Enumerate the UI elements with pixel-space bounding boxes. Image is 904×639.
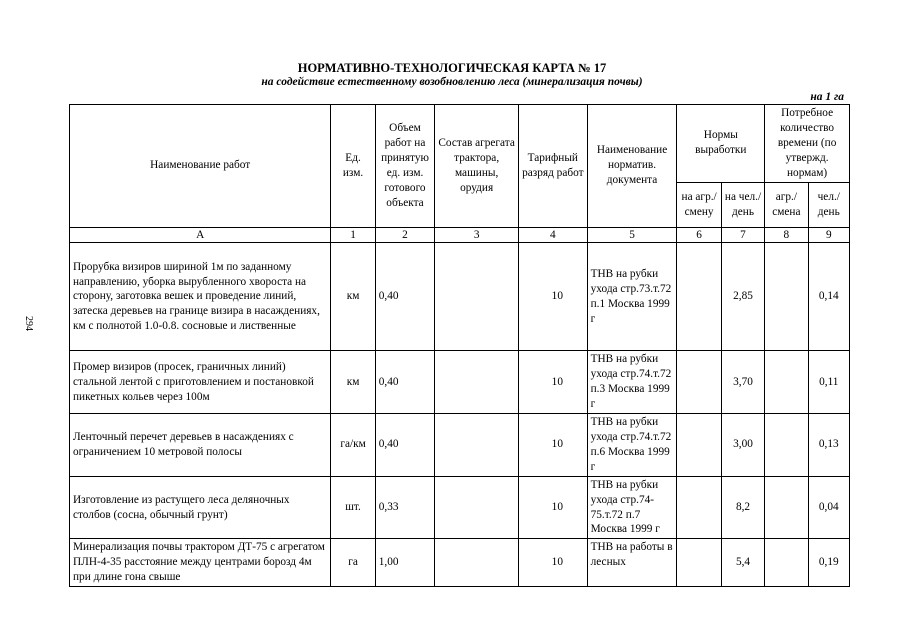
- time-man-cell: 0,04: [808, 476, 849, 539]
- unit-cell: км: [331, 243, 375, 351]
- document-title: НОРМАТИВНО-ТЕХНОЛОГИЧЕСКАЯ КАРТА № 17: [297, 61, 607, 75]
- header-tariff: Тарифный разряд работ: [519, 105, 588, 228]
- column-number: 4: [519, 227, 588, 243]
- unit-cell: шт.: [331, 476, 375, 539]
- tariff-cell: 10: [519, 351, 588, 414]
- header-time: Потребное количество времени (по утвержд. нормам): [765, 105, 850, 183]
- work-name: Прорубка визиров шириной 1м по заданному направлению, уборка вырубленного хвороста на сторону, заготовка вешек и проведение линий, затеска деревьев на границе визира в насаждениях, км с полнотой 1.0-0.8. сосновые и лиственные: [70, 243, 331, 351]
- time-man-cell: 0,14: [808, 243, 849, 351]
- work-name: Промер визиров (просек, граничных линий) стальной лентой с приготовлением и постановкой пикетных кольев через 100м: [70, 351, 331, 414]
- header-time-man: чел./ день: [808, 182, 849, 227]
- column-number-row: [70, 227, 850, 243]
- header-norms: Нормы выработки: [677, 105, 765, 183]
- volume-cell: 0,33: [375, 476, 435, 539]
- norm-agr-cell: [677, 539, 721, 587]
- document-cell: ТНВ на работы в лесных: [587, 539, 677, 587]
- norm-man-cell: 2,85: [721, 243, 764, 351]
- column-number: А: [70, 227, 331, 243]
- column-number: 2: [375, 227, 435, 243]
- unit-note: на 1 га: [810, 91, 844, 103]
- composition-cell: [435, 539, 519, 587]
- header-name: Наименование работ: [70, 105, 331, 228]
- composition-cell: [435, 476, 519, 539]
- composition-cell: [435, 351, 519, 414]
- tariff-cell: 10: [519, 414, 588, 477]
- document-cell: ТНВ на рубки ухода стр.74.т.72 п.6 Москва 1999 г: [587, 414, 677, 477]
- document-cell: ТНВ на рубки ухода стр.74.т.72 п.3 Москва 1999 г: [587, 351, 677, 414]
- document-cell: ТНВ на рубки ухода стр.73.т.72 п.1 Москва 1999 г: [587, 243, 677, 351]
- time-man-cell: 0,19: [808, 539, 849, 587]
- tariff-cell: 10: [519, 476, 588, 539]
- time-agr-cell: [765, 414, 808, 477]
- volume-cell: 0,40: [375, 351, 435, 414]
- column-number: 3: [435, 227, 519, 243]
- volume-cell: 0,40: [375, 414, 435, 477]
- column-number: 7: [721, 227, 764, 243]
- table-row: [70, 351, 850, 414]
- volume-cell: 1,00: [375, 539, 435, 587]
- header-document: Наименование норматив. документа: [587, 105, 677, 228]
- table-row: [70, 243, 850, 351]
- header-time-agr: агр./ смена: [765, 182, 808, 227]
- table-row: [70, 539, 850, 587]
- norm-agr-cell: [677, 351, 721, 414]
- page-number: 294: [23, 316, 34, 331]
- tech-card-table: [69, 104, 850, 587]
- column-number: 6: [677, 227, 721, 243]
- time-man-cell: 0,13: [808, 414, 849, 477]
- unit-cell: км: [331, 351, 375, 414]
- work-name: Минерализация почвы трактором ДТ-75 с агрегатом ПЛН-4-35 расстояние между центрами борозд 4м при длине гона свыше: [70, 539, 331, 587]
- column-number: 8: [765, 227, 808, 243]
- header-unit: Ед. изм.: [331, 105, 375, 228]
- norm-man-cell: 3,70: [721, 351, 764, 414]
- composition-cell: [435, 414, 519, 477]
- column-number: 5: [587, 227, 677, 243]
- document-subtitle: на содействие естественному возобновлению леса (минерализация почвы): [261, 76, 643, 88]
- volume-cell: 0,40: [375, 243, 435, 351]
- header-composition: Состав агрегата трактора, машины, орудия: [435, 105, 519, 228]
- norm-agr-cell: [677, 476, 721, 539]
- norm-agr-cell: [677, 243, 721, 351]
- header-norms-agr: на агр./ смену: [677, 182, 721, 227]
- document-cell: ТНВ на рубки ухода стр.74-75.т.72 п.7 Москва 1999 г: [587, 476, 677, 539]
- unit-cell: га: [331, 539, 375, 587]
- table-row: [70, 414, 850, 477]
- unit-cell: га/км: [331, 414, 375, 477]
- norm-man-cell: 5,4: [721, 539, 764, 587]
- work-name: Ленточный перечет деревьев в насаждениях с ограничением 10 метровой полосы: [70, 414, 331, 477]
- time-man-cell: 0,11: [808, 351, 849, 414]
- table-row: [70, 476, 850, 539]
- time-agr-cell: [765, 539, 808, 587]
- time-agr-cell: [765, 351, 808, 414]
- norm-agr-cell: [677, 414, 721, 477]
- header-norms-man: на чел./ день: [721, 182, 764, 227]
- column-number: 9: [808, 227, 849, 243]
- time-agr-cell: [765, 476, 808, 539]
- norm-man-cell: 3,00: [721, 414, 764, 477]
- composition-cell: [435, 243, 519, 351]
- norm-man-cell: 8,2: [721, 476, 764, 539]
- time-agr-cell: [765, 243, 808, 351]
- header-volume: Объем работ на принятую ед. изм. готового объекта: [375, 105, 435, 228]
- tariff-cell: 10: [519, 539, 588, 587]
- column-number: 1: [331, 227, 375, 243]
- work-name: Изготовление из растущего леса деляночных столбов (сосна, обычный грунт): [70, 476, 331, 539]
- tariff-cell: 10: [519, 243, 588, 351]
